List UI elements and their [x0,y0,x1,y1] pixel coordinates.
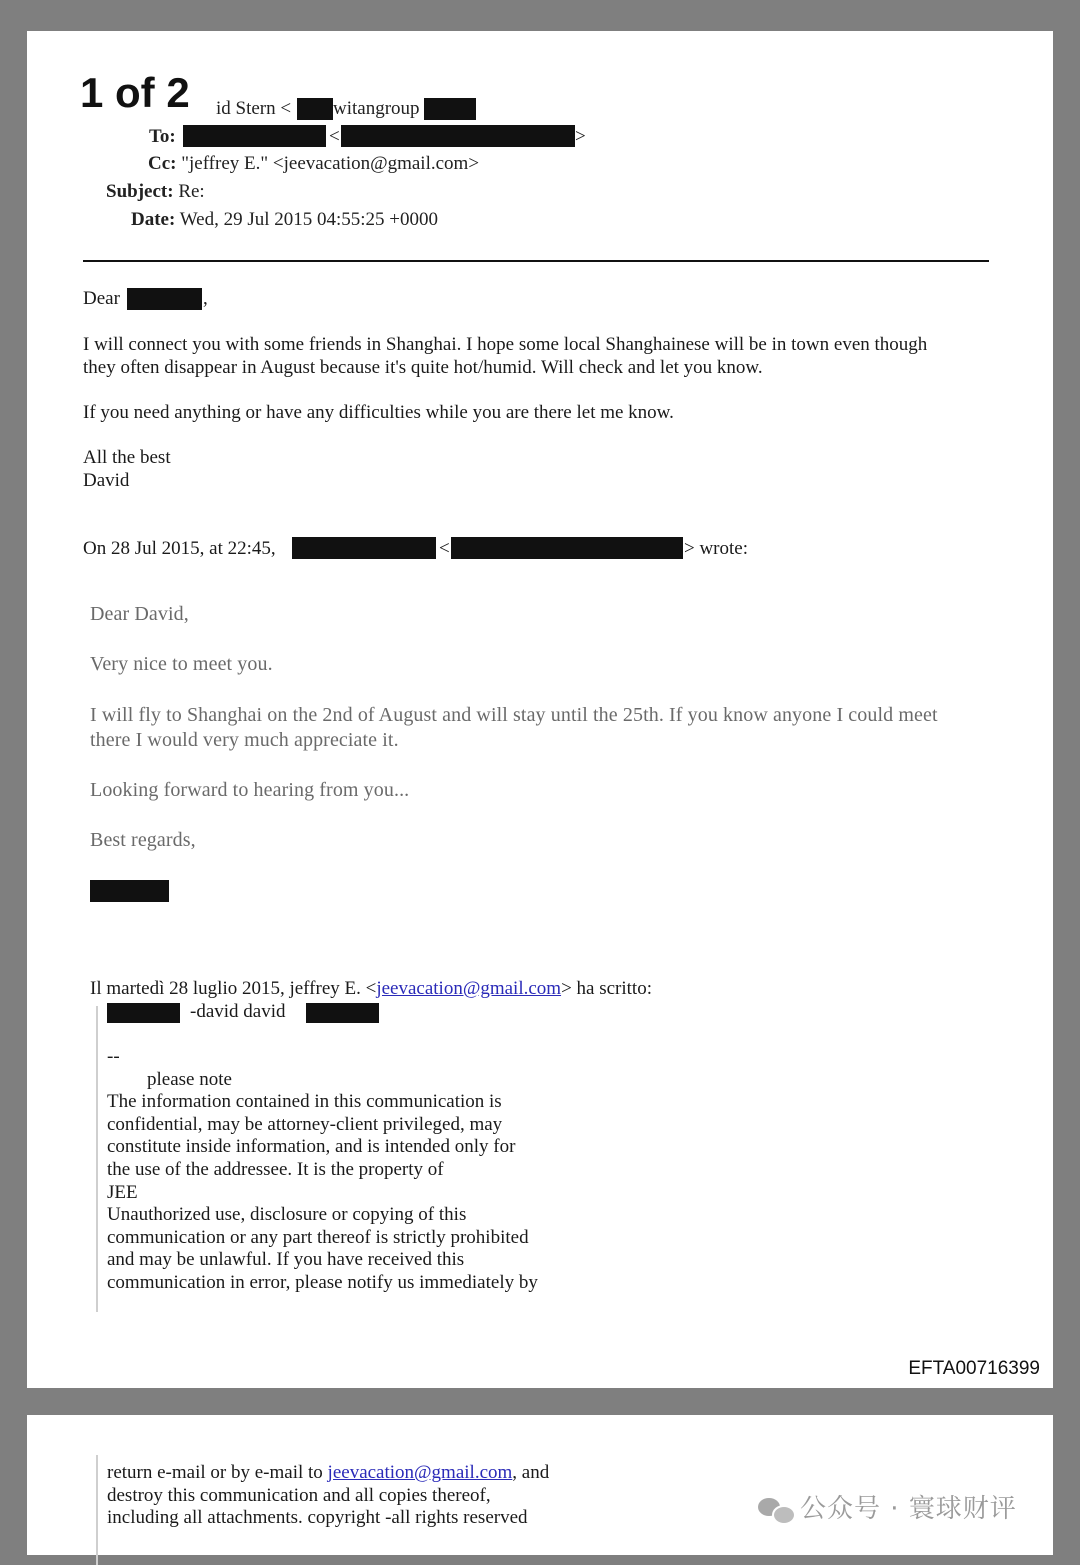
quoted-line1: Very nice to meet you. [90,653,273,675]
disclaimer-line: communication or any part thereof is strictly prohibited [107,1227,529,1248]
disclaimer-line: confidential, may be attorney-client privileged, may [107,1114,503,1135]
reply-para1-line2: they often disappear in August because it's quite hot/humid. Will check and let you know. [83,357,763,378]
italian-attribution: Il martedì 28 luglio 2015, jeffrey E. <jeevacation@gmail.com> ha scritto: [90,978,652,999]
cc-value: "jeffrey E." <jeevacation@gmail.com> [181,153,480,174]
david-line: -david david [190,1001,286,1022]
subject-value: Re: [178,181,205,202]
redaction [183,125,326,147]
date-value: Wed, 29 Jul 2015 04:55:25 +0000 [179,209,439,230]
reply-para1-line1: I will connect you with some friends in Shanghai. I hope some local Shanghainese will be in town even though [83,334,928,355]
attribution-lt: < [439,538,450,559]
disclaimer-line: Unauthorized use, disclosure or copying of this [107,1204,467,1225]
page2-line3: including all attachments. copyright -all rights reserved [107,1507,528,1528]
redaction [90,880,169,902]
signature-dashes: -- [107,1046,120,1067]
redaction [451,537,683,559]
watermark-text: 公众号 · 寰球财评 [800,1494,1017,1524]
redaction [107,1003,180,1023]
disclaimer-line: and may be unlawful. If you have received this [107,1249,465,1270]
redaction [297,98,333,120]
header-divider [83,260,989,262]
to-lt: < [329,126,340,147]
email-link[interactable]: jeevacation@gmail.com [376,978,562,999]
from-domain: witangroup [333,98,420,119]
cc-line: Cc: "jeffrey E." <jeevacation@gmail.com> [148,153,480,174]
reply-greeting: Dear [83,288,120,309]
to-label: To: [149,126,176,147]
to-gt: > [575,126,586,147]
redaction [424,98,476,120]
quoted-line3: Looking forward to hearing from you... [90,779,410,801]
redaction [306,1003,379,1023]
from-line [216,98,291,120]
redaction [341,125,575,147]
page2-line2: destroy this communication and all copies thereof, [107,1485,491,1506]
disclaimer-line: The information contained in this communication is [107,1091,502,1112]
document-page-1 [27,31,1053,1388]
document-id: EFTA00716399 [908,1358,1040,1379]
greeting-comma: , [203,288,208,309]
page2-line1: return e-mail or by e-mail to jeevacation@gmail.com, and [107,1462,550,1483]
subject-line: Subject: Re: [106,181,205,202]
quote-bar [96,1455,98,1565]
reply-closing: All the best [83,447,171,468]
quote-bar [96,1006,98,1312]
date-line: Date: Wed, 29 Jul 2015 04:55:25 +0000 [131,209,439,230]
disclaimer-line: communication in error, please notify us immediately by [107,1272,538,1293]
quoted-line2b: there I would very much appreciate it. [90,729,399,751]
attribution-suffix: > wrote: [684,538,749,559]
please-note: please note [147,1069,232,1090]
reply-para2: If you need anything or have any difficulties while you are there let me know. [83,402,674,423]
redaction [292,537,436,559]
reply-signature: David [83,470,130,491]
wechat-icon [758,1496,794,1524]
document-page-2 [27,1415,1053,1555]
from-name: id Stern < [216,98,292,119]
redaction [127,288,202,310]
email-link[interactable]: jeevacation@gmail.com [327,1462,513,1483]
quoted-line2a: I will fly to Shanghai on the 2nd of August and will stay until the 25th. If you know anyone I could meet [90,704,938,726]
disclaimer-line: JEE [107,1182,138,1203]
quoted-greeting: Dear David, [90,603,189,625]
disclaimer-line: the use of the addressee. It is the property of [107,1159,444,1180]
attribution-prefix: On 28 Jul 2015, at 22:45, [83,538,276,559]
quoted-closing: Best regards, [90,829,196,851]
disclaimer-line: constitute inside information, and is intended only for [107,1136,516,1157]
watermark [758,1488,1017,1525]
page-count-badge: 1 of 2 [66,62,206,124]
